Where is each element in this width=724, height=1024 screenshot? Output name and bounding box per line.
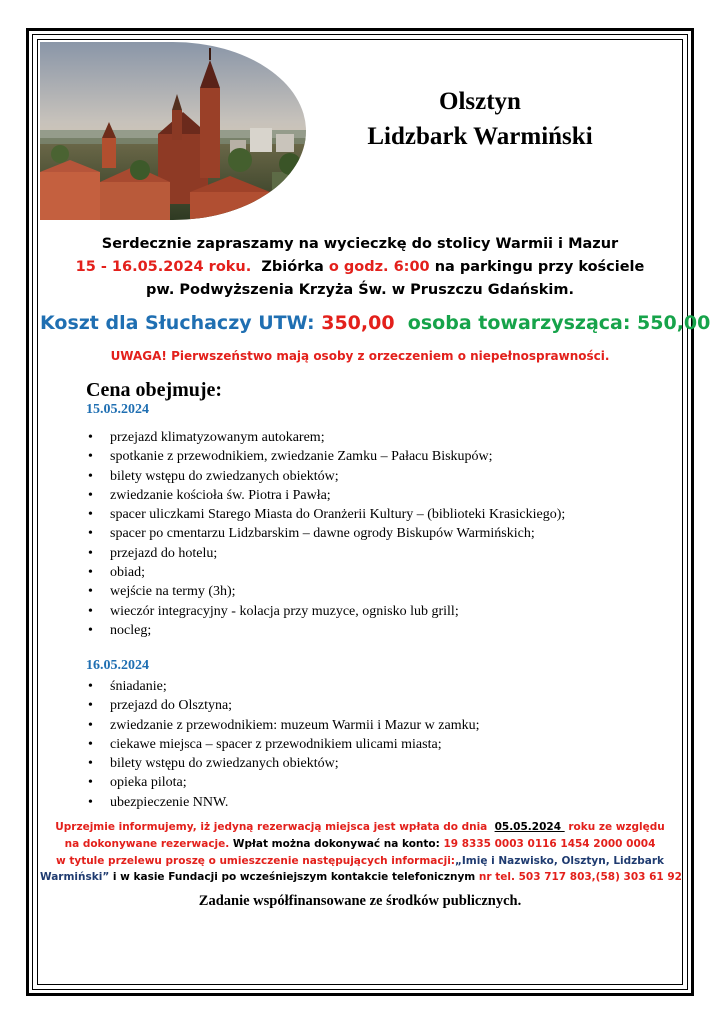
payment-deadline: 05.05.2024 bbox=[494, 821, 565, 833]
list-item: • ubezpieczenie NNW. bbox=[86, 793, 479, 812]
invite-line-1: Serdecznie zapraszamy na wycieczkę do stolicy Warmii i Mazur bbox=[101, 236, 619, 252]
meeting-time: o godz. 6:00 bbox=[328, 259, 430, 275]
cost-price-utw: 350,00 bbox=[321, 312, 395, 334]
funding-note: Zadanie współfinansowane ze środków publicznych. bbox=[198, 893, 522, 909]
day1-list bbox=[86, 428, 565, 640]
cost-label-utw: Koszt dla Słuchaczy UTW: bbox=[40, 312, 322, 334]
list-item: • spacer po cmentarzu Lidzbarskim – dawne ogrody Biskupów Warmińskich; bbox=[86, 524, 565, 543]
day1-date: 15.05.2024 bbox=[86, 402, 149, 417]
info-text: Uprzejmie informujemy, iż jedyną rezerwacją miejsca jest wpłata do dnia bbox=[55, 821, 495, 833]
list-item: • opieka pilota; bbox=[86, 773, 479, 792]
phone-numbers: nr tel. 503 717 803,(58) 303 61 92 bbox=[478, 871, 682, 883]
list-item: • wejście na termy (3h); bbox=[86, 582, 565, 601]
list-item: • zwiedzanie kościoła św. Piotra i Pawła; bbox=[86, 486, 565, 505]
cost-line bbox=[40, 312, 711, 334]
list-item: • ciekawe miejsca – spacer z przewodnikiem ulicami miasta; bbox=[86, 735, 479, 754]
meeting-label: Zbiórka bbox=[251, 259, 329, 275]
meeting-place: na parkingu przy kościele bbox=[429, 259, 645, 275]
info-line-3 bbox=[40, 855, 680, 867]
list-item: • obiad; bbox=[86, 563, 565, 582]
list-item: • spotkanie z przewodnikiem, zwiedzanie Zamku – Pałacu Biskupów; bbox=[86, 447, 565, 466]
list-item: • przejazd do Olsztyna; bbox=[86, 696, 479, 715]
info-text: w tytule przelewu proszę o umieszczenie następujących informacji: bbox=[55, 855, 455, 867]
day2-list bbox=[86, 677, 479, 812]
day2-date: 16.05.2024 bbox=[86, 658, 149, 673]
invite-line-2 bbox=[40, 259, 680, 275]
invite-line-3: pw. Podwyższenia Krzyża Św. w Pruszczu Gdańskim. bbox=[146, 282, 574, 298]
info-text: roku ze względu bbox=[564, 821, 665, 833]
warning-note: UWAGA! Pierwszeństwo mają osoby z orzeczeniem o niepełnosprawności. bbox=[110, 349, 610, 363]
title-lidzbark: Lidzbark Warmiński bbox=[367, 123, 593, 150]
title-olsztyn: Olsztyn bbox=[439, 88, 521, 115]
list-item: • przejazd klimatyzowanym autokarem; bbox=[86, 428, 565, 447]
list-item: • śniadanie; bbox=[86, 677, 479, 696]
list-item: • wieczór integracyjny - kolacja przy muzyce, ognisko lub grill; bbox=[86, 602, 565, 621]
info-text: i w kasie Fundacji po wcześniejszym kontakcie telefonicznym bbox=[109, 871, 479, 883]
transfer-title: Warmiński” bbox=[40, 871, 110, 883]
list-item: • spacer uliczkami Starego Miasta do Oranżerii Kultury – (biblioteki Krasickiego); bbox=[86, 505, 565, 524]
info-line-1 bbox=[40, 821, 680, 833]
list-item: • nocleg; bbox=[86, 621, 565, 640]
cost-companion: osoba towarzysząca: 550,00 bbox=[407, 312, 711, 334]
info-text: na dokonywane rezerwacje. bbox=[64, 838, 230, 850]
transfer-title: „Imię i Nazwisko, Olsztyn, Lidzbark bbox=[455, 855, 665, 867]
includes-heading: Cena obejmuje: bbox=[86, 379, 223, 401]
info-line-2 bbox=[40, 838, 680, 850]
info-line-4 bbox=[40, 871, 680, 883]
list-item: • bilety wstępu do zwiedzanych obiektów; bbox=[86, 754, 479, 773]
info-text: Wpłat można dokonywać na konto: bbox=[229, 838, 444, 850]
list-item: • zwiedzanie z przewodnikiem: muzeum Warmii i Mazur w zamku; bbox=[86, 716, 479, 735]
list-item: • bilety wstępu do zwiedzanych obiektów; bbox=[86, 467, 565, 486]
city-photo bbox=[40, 42, 306, 220]
list-item: • przejazd do hotelu; bbox=[86, 544, 565, 563]
trip-dates: 15 - 16.05.2024 roku. bbox=[75, 259, 252, 275]
bank-account: 19 8335 0003 0116 1454 2000 0004 bbox=[443, 838, 656, 850]
